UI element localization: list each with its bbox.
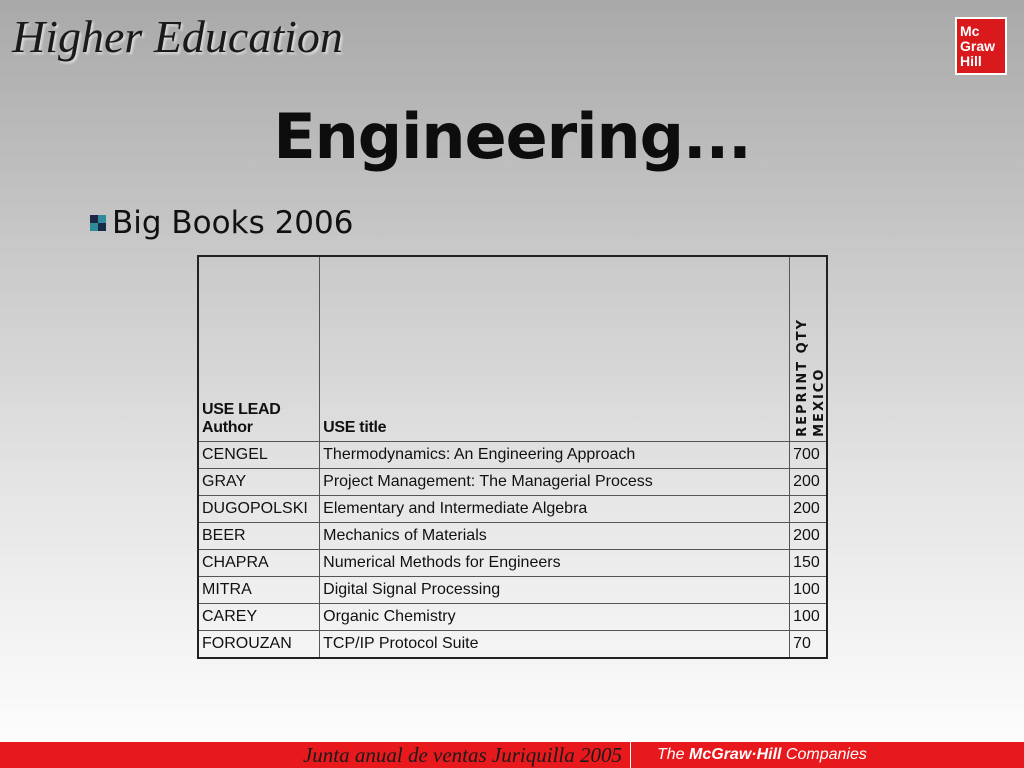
table-header-row bbox=[198, 256, 827, 442]
footer-bar bbox=[0, 742, 1024, 768]
footer-company-name: McGraw·Hill bbox=[689, 746, 782, 763]
cell-author: GRAY bbox=[198, 469, 320, 496]
table-row bbox=[198, 523, 827, 550]
header-title: USE title bbox=[320, 256, 790, 442]
cell-qty: 200 bbox=[790, 523, 827, 550]
header-qty-line2: MEXICO bbox=[812, 367, 828, 437]
cell-author: DUGOPOLSKI bbox=[198, 496, 320, 523]
cell-title: Project Management: The Managerial Process bbox=[320, 469, 790, 496]
cell-title: Numerical Methods for Engineers bbox=[320, 550, 790, 577]
cell-qty: 100 bbox=[790, 577, 827, 604]
table-row bbox=[198, 550, 827, 577]
header-author-line2: Author bbox=[202, 419, 253, 436]
cell-author: MITRA bbox=[198, 577, 320, 604]
page-title: Engineering... bbox=[273, 100, 751, 173]
brand-title: Higher Education bbox=[12, 11, 343, 62]
table-row bbox=[198, 604, 827, 631]
table-row bbox=[198, 442, 827, 469]
logo-line-mc: Mc bbox=[960, 22, 980, 39]
footer-company-logo bbox=[631, 746, 867, 764]
cell-author: CHAPRA bbox=[198, 550, 320, 577]
logo-line-hill: Hill bbox=[960, 52, 982, 69]
cell-title: Elementary and Intermediate Algebra bbox=[320, 496, 790, 523]
cell-title: Thermodynamics: An Engineering Approach bbox=[320, 442, 790, 469]
logo-line-graw: Graw bbox=[960, 37, 996, 54]
cell-title: TCP/IP Protocol Suite bbox=[320, 631, 790, 659]
header-author-line1: USE LEAD bbox=[202, 401, 281, 418]
cell-author: FOROUZAN bbox=[198, 631, 320, 659]
mcgraw-hill-logo bbox=[955, 17, 1007, 75]
table-row bbox=[198, 577, 827, 604]
cell-qty: 100 bbox=[790, 604, 827, 631]
cell-title: Digital Signal Processing bbox=[320, 577, 790, 604]
header-author bbox=[198, 256, 320, 442]
cell-title: Mechanics of Materials bbox=[320, 523, 790, 550]
header-qty-rotated bbox=[794, 318, 828, 437]
cell-author: BEER bbox=[198, 523, 320, 550]
table-row bbox=[198, 469, 827, 496]
cell-author: CENGEL bbox=[198, 442, 320, 469]
cell-qty: 700 bbox=[790, 442, 827, 469]
books-table bbox=[197, 255, 828, 659]
cell-author: CAREY bbox=[198, 604, 320, 631]
cell-qty: 150 bbox=[790, 550, 827, 577]
footer-event-text: Junta anual de ventas Juriquilla 2005 bbox=[302, 742, 622, 767]
table-row bbox=[198, 631, 827, 659]
bullet-item bbox=[90, 205, 353, 241]
header-qty-line1: REPRINT QTY bbox=[795, 318, 811, 437]
cell-qty: 200 bbox=[790, 496, 827, 523]
square-bullet-icon bbox=[90, 215, 106, 231]
bullet-text: Big Books 2006 bbox=[112, 205, 354, 241]
cell-qty: 70 bbox=[790, 631, 827, 659]
header-qty bbox=[790, 256, 827, 442]
cell-title: Organic Chemistry bbox=[320, 604, 790, 631]
footer-company-suffix: Companies bbox=[781, 746, 867, 763]
cell-qty: 200 bbox=[790, 469, 827, 496]
table-row bbox=[198, 496, 827, 523]
footer-company-prefix: The bbox=[657, 746, 690, 763]
